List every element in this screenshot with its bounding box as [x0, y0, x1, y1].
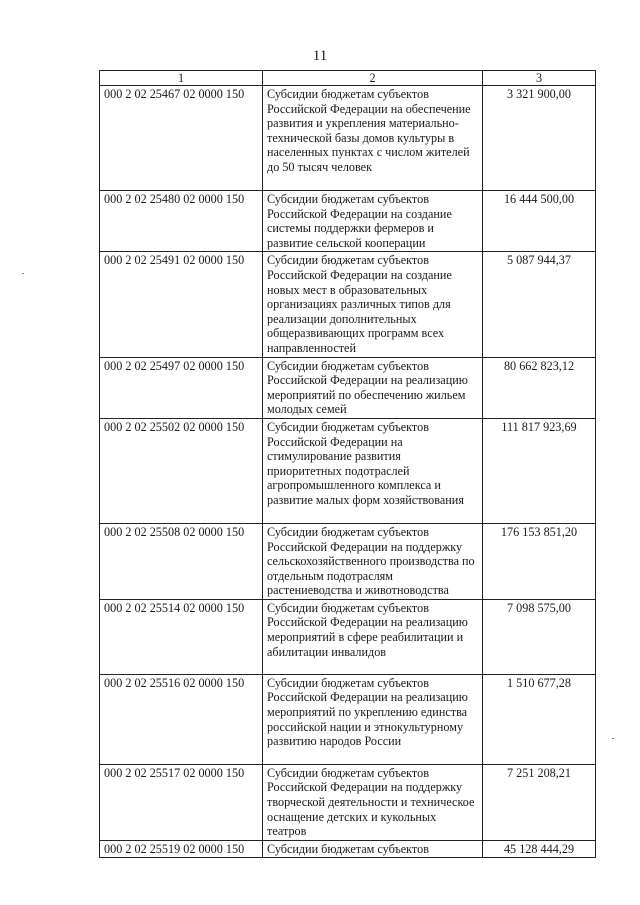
table-row — [100, 418, 596, 523]
row-amount: 1 510 677,28 — [483, 674, 596, 764]
row-code: 000 2 02 25467 02 0000 150 — [100, 86, 263, 191]
table-row — [100, 764, 596, 840]
row-code: 000 2 02 25517 02 0000 150 — [100, 764, 263, 840]
row-name: Субсидии бюджетам субъектов Российской Федерации на поддержку сельскохозяйственного производства по отдельным подотраслям растениеводства и животноводства — [263, 523, 483, 599]
row-code: 000 2 02 25491 02 0000 150 — [100, 252, 263, 357]
row-amount: 45 128 444,29 — [483, 840, 596, 858]
row-name: Субсидии бюджетам субъектов Российской Федерации на реализацию мероприятий по укреплению единства российской нации и этнокультурному развитию народов России — [263, 674, 483, 764]
row-code: 000 2 02 25514 02 0000 150 — [100, 599, 263, 674]
column-header-amount: 3 — [483, 71, 596, 86]
row-amount: 3 321 900,00 — [483, 86, 596, 191]
row-name: Субсидии бюджетам субъектов Российской Федерации на обеспечение развития и укрепления материально-технической базы домов культуры в населенных пунктах с числом жителей до 50 тысяч человек — [263, 86, 483, 191]
row-code: 000 2 02 25502 02 0000 150 — [100, 418, 263, 523]
row-code: 000 2 02 25497 02 0000 150 — [100, 357, 263, 418]
table-row — [100, 523, 596, 599]
row-name: Субсидии бюджетам субъектов Российской Федерации на реализацию мероприятий в сфере реабилитации и абилитации инвалидов — [263, 599, 483, 674]
row-name: Субсидии бюджетам субъектов Российской Федерации на создание новых мест в образовательных организациях различных типов для реализации дополнительных общеразвивающих программ всех направленностей — [263, 252, 483, 357]
row-amount: 5 087 944,37 — [483, 252, 596, 357]
table-row — [100, 86, 596, 191]
column-header-code: 1 — [100, 71, 263, 86]
column-header-name: 2 — [263, 71, 483, 86]
budget-table — [99, 70, 596, 858]
row-name: Субсидии бюджетам субъектов Российской Федерации на создание системы поддержки фермеров и развитие сельской кооперации — [263, 191, 483, 252]
table-row — [100, 357, 596, 418]
row-amount: 16 444 500,00 — [483, 191, 596, 252]
page-number: 11 — [312, 48, 328, 64]
row-name: Субсидии бюджетам субъектов Российской Федерации на реализацию мероприятий по обеспечению жильем молодых семей — [263, 357, 483, 418]
row-code: 000 2 02 25508 02 0000 150 — [100, 523, 263, 599]
row-name: Субсидии бюджетам субъектов Российской Федерации на поддержку творческой деятельности и техническое оснащение детских и кукольных театров — [263, 764, 483, 840]
scan-speck — [612, 738, 614, 739]
row-name: Субсидии бюджетам субъектов Российской Федерации на стимулирование развития приоритетных подотраслей агропромышленного комплекса и развитие малых форм хозяйствования — [263, 418, 483, 523]
table-row — [100, 674, 596, 764]
table-header-row — [100, 71, 596, 86]
table-row — [100, 599, 596, 674]
table-row — [100, 840, 596, 858]
row-amount: 80 662 823,12 — [483, 357, 596, 418]
row-amount: 111 817 923,69 — [483, 418, 596, 523]
row-amount: 176 153 851,20 — [483, 523, 596, 599]
row-code: 000 2 02 25516 02 0000 150 — [100, 674, 263, 764]
row-amount: 7 251 208,21 — [483, 764, 596, 840]
row-name: Субсидии бюджетам субъектов — [263, 840, 483, 858]
row-code: 000 2 02 25519 02 0000 150 — [100, 840, 263, 858]
row-code: 000 2 02 25480 02 0000 150 — [100, 191, 263, 252]
row-amount: 7 098 575,00 — [483, 599, 596, 674]
table-row — [100, 191, 596, 252]
scan-speck — [22, 273, 24, 274]
table-row — [100, 252, 596, 357]
